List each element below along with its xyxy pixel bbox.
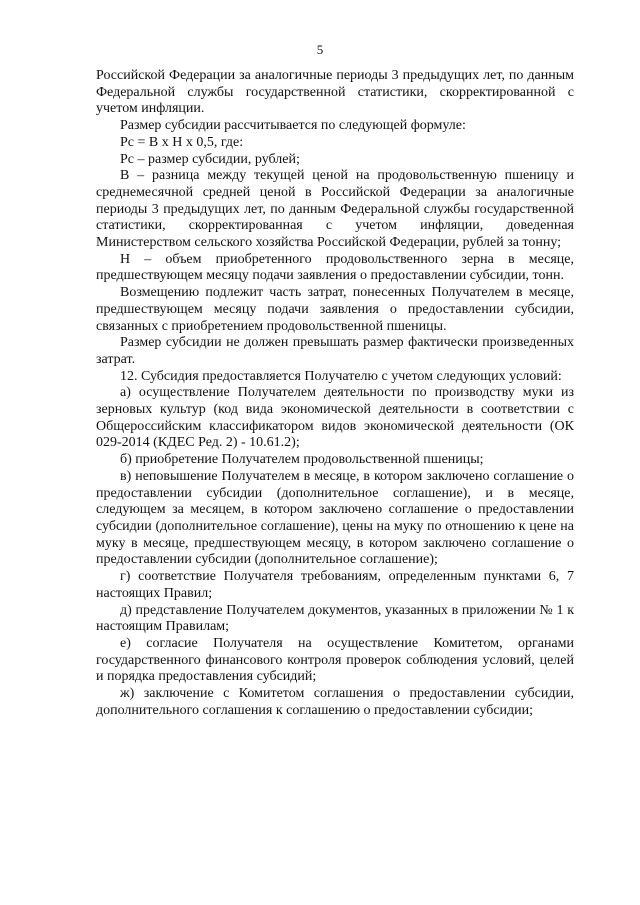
paragraph-continuation: Российской Федерации за аналогичные периоды 3 предыдущих лет, по данным Федеральной службы государственной статистики, скорректированной с учетом инфляции. — [96, 68, 574, 117]
paragraph-section-12: 12. Субсидия предоставляется Получателю с учетом следующих условий: — [120, 368, 562, 384]
page-number: 5 — [316, 42, 324, 57]
list-item-zh: ж) заключение с Комитетом соглашения о предоставлении субсидии, дополнительного соглашения к соглашению о предоставлении субсидии; — [96, 686, 574, 718]
list-item-e: е) согласие Получателя на осуществление Комитетом, органами государственного финансового контроля проверок соблюдения условий, целей и порядка предоставления субсидий; — [96, 635, 574, 685]
list-item-g: г) соответствие Получателя требованиям, определенным пунктами 6, 7 настоящих Правил; — [96, 569, 574, 601]
paragraph-def-v: В – разница между текущей ценой на продовольственную пшеницу и среднемесячной средней ценой в Российской Федерации за аналогичные периоды 3 предыдущих лет, по данным Федеральной службы государственной статистики, скорректированная с учетом инфляции, доведенная Министерством сельского хозяйства Российской Федерации, рублей за тонну; — [96, 168, 574, 251]
paragraph-subsidy-limit: Размер субсидии не должен превышать размер фактически произведенных затрат. — [96, 335, 574, 367]
paragraph-reimbursement: Возмещению подлежит часть затрат, понесенных Получателем в месяце, предшествующем месяцу подачи заявления о предоставлении субсидии, связанных с приобретением продовольственной пшеницы. — [96, 285, 574, 334]
paragraph-formula: Рс = В х Н х 0,5, где: — [120, 134, 244, 150]
paragraph-formula-intro: Размер субсидии рассчитывается по следующей формуле: — [120, 118, 466, 134]
paragraph-def-n: Н – объем приобретенного продовольственного зерна в месяце, предшествующем месяцу подачи заявления о предоставлении субсидии, тонн. — [96, 251, 574, 284]
list-item-b: б) приобретение Получателем продовольственной пшеницы; — [120, 452, 484, 468]
body-text — [96, 68, 574, 719]
list-item-v: в) неповышение Получателем в месяце, в котором заключено соглашение о предоставлении субсидии (дополнительное соглашение), и в месяце, следующем за месяцем, в котором заключено соглашение о предоставлении субсидии (дополнительное соглашение), цены на муку по отношению к цене на муку в месяце, предшествующем месяцу, в котором заключено соглашение о предоставлении субсидии (дополнительное соглашение); — [96, 468, 574, 568]
paragraph-def-rc: Рс – размер субсидии, рублей; — [120, 151, 300, 167]
list-item-a: а) осуществление Получателем деятельности по производству муки из зерновых культур (код вида экономической деятельности в соответствии с Общероссийским классификатором видов экономической деятельности (ОК 029-2014 (КДЕС Ред. 2) - 10.61.2); — [96, 385, 574, 451]
list-item-d: д) представление Получателем документов, указанных в приложении № 1 к настоящим Правилам; — [96, 602, 574, 635]
